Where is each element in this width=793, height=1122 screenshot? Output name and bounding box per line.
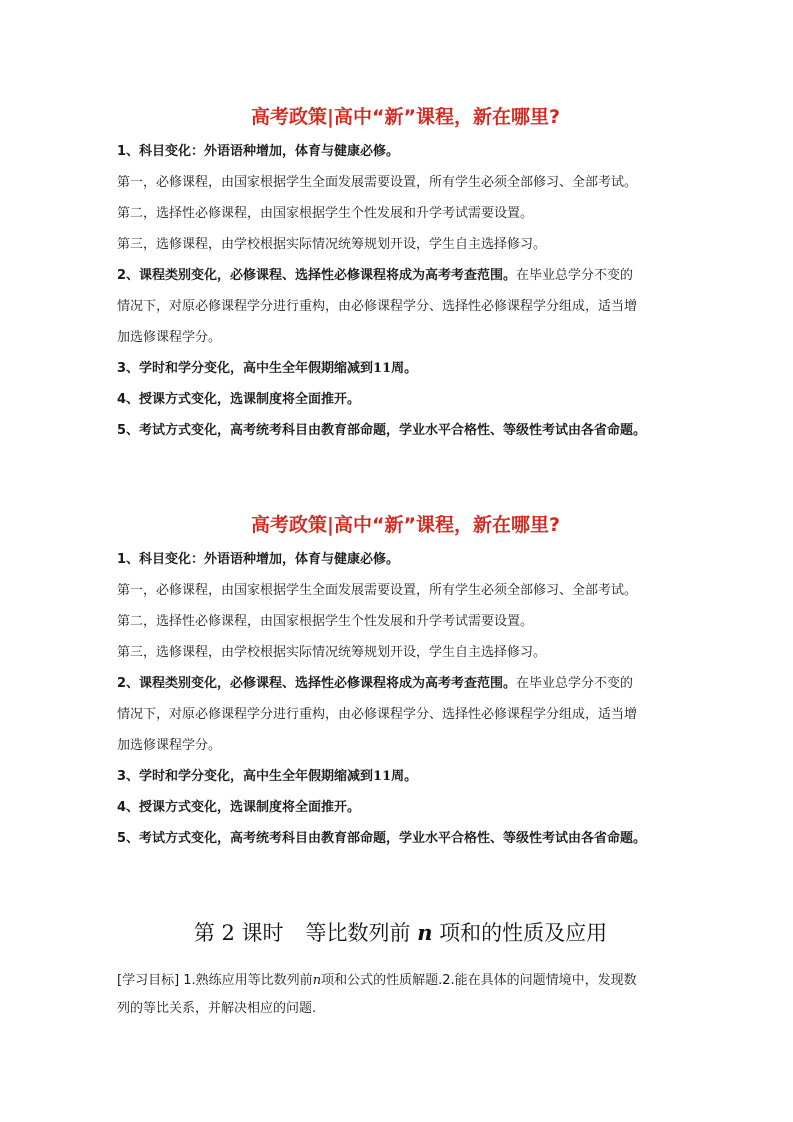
item-1: 1、科目变化：外语语种增加，体育与健康必修。	[117, 552, 400, 567]
objectives-line-2: 列的等比关系，并解决相应的问题.	[117, 1001, 317, 1016]
lesson-variable: n	[417, 920, 433, 945]
item-1: 1、科目变化：外语语种增加，体育与健康必修。	[117, 144, 400, 159]
item-3	[117, 761, 682, 792]
item-5: 5、考试方式变化，高考统考科目由教育部命题，学业水平合格性、等级性考试由各省命题。	[117, 423, 647, 438]
lesson-heading	[0, 915, 793, 951]
item-3-text: 3、学时和学分变化，高中生全年假期缩减到	[117, 769, 374, 784]
item-2-heading: 2、课程类别变化，必修课程、选择性必修课程将成为高考考查范围。	[117, 676, 517, 691]
item-2	[117, 668, 682, 699]
item-2-line-2: 情况下，对原必修课程学分进行重构，由必修课程学分、选择性必修课程学分组成，适当增	[117, 707, 638, 722]
objectives-line-1	[117, 967, 687, 995]
paragraph-first: 第一，必修课程，由国家根据学生全面发展需要设置，所有学生必须全部修习、全部考试。	[117, 175, 638, 190]
item-2-line-3: 加选修课程学分。	[117, 330, 222, 345]
item-2	[117, 260, 682, 291]
item-3-suffix: 周。	[391, 769, 418, 784]
item-3-number: 11	[373, 769, 392, 784]
policy-section-2	[117, 511, 682, 854]
lesson-title-start: 等比数列前	[305, 921, 418, 945]
item-5: 5、考试方式变化，高考统考科目由教育部命题，学业水平合格性、等级性考试由各省命题。	[117, 831, 647, 846]
item-3	[117, 353, 682, 384]
paragraph-first: 第一，必修课程，由国家根据学生全面发展需要设置，所有学生必须全部修习、全部考试。	[117, 583, 638, 598]
objectives-text-b: 项和公式的性质解题.2.能在具体的问题情境中，发现数	[321, 973, 637, 988]
item-4: 4、授课方式变化，选课制度将全面推开。	[117, 800, 361, 815]
item-2-text: 在毕业总学分不变的	[516, 268, 634, 283]
item-3-suffix: 周。	[391, 361, 418, 376]
paragraph-second: 第二，选择性必修课程，由国家根据学生个性发展和升学考试需要设置。	[117, 206, 534, 221]
lesson-title-end: 项和的性质及应用	[432, 921, 608, 945]
policy-section-1	[117, 103, 682, 446]
item-2-line-2: 情况下，对原必修课程学分进行重构，由必修课程学分、选择性必修课程学分组成，适当增	[117, 299, 638, 314]
item-2-text: 在毕业总学分不变的	[516, 676, 634, 691]
section-title: 高考政策|高中“新”课程，新在哪里?	[251, 106, 560, 128]
objectives-text-a: [学习目标] 1.熟练应用等比数列前	[117, 973, 313, 988]
item-3-text: 3、学时和学分变化，高中生全年假期缩减到	[117, 361, 374, 376]
section-title: 高考政策|高中“新”课程，新在哪里?	[251, 514, 560, 536]
paragraph-third: 第三，选修课程，由学校根据实际情况统筹规划开设，学生自主选择修习。	[117, 645, 547, 660]
learning-objectives	[117, 967, 687, 1023]
item-2-heading: 2、课程类别变化，必修课程、选择性必修课程将成为高考考查范围。	[117, 268, 517, 283]
item-3-number: 11	[373, 361, 392, 376]
paragraph-third: 第三，选修课程，由学校根据实际情况统筹规划开设，学生自主选择修习。	[117, 237, 547, 252]
paragraph-second: 第二，选择性必修课程，由国家根据学生个性发展和升学考试需要设置。	[117, 614, 534, 629]
item-4: 4、授课方式变化，选课制度将全面推开。	[117, 392, 361, 407]
objectives-variable: n	[312, 973, 322, 988]
item-2-line-3: 加选修课程学分。	[117, 738, 222, 753]
lesson-number: 第 2 课时	[193, 921, 284, 945]
